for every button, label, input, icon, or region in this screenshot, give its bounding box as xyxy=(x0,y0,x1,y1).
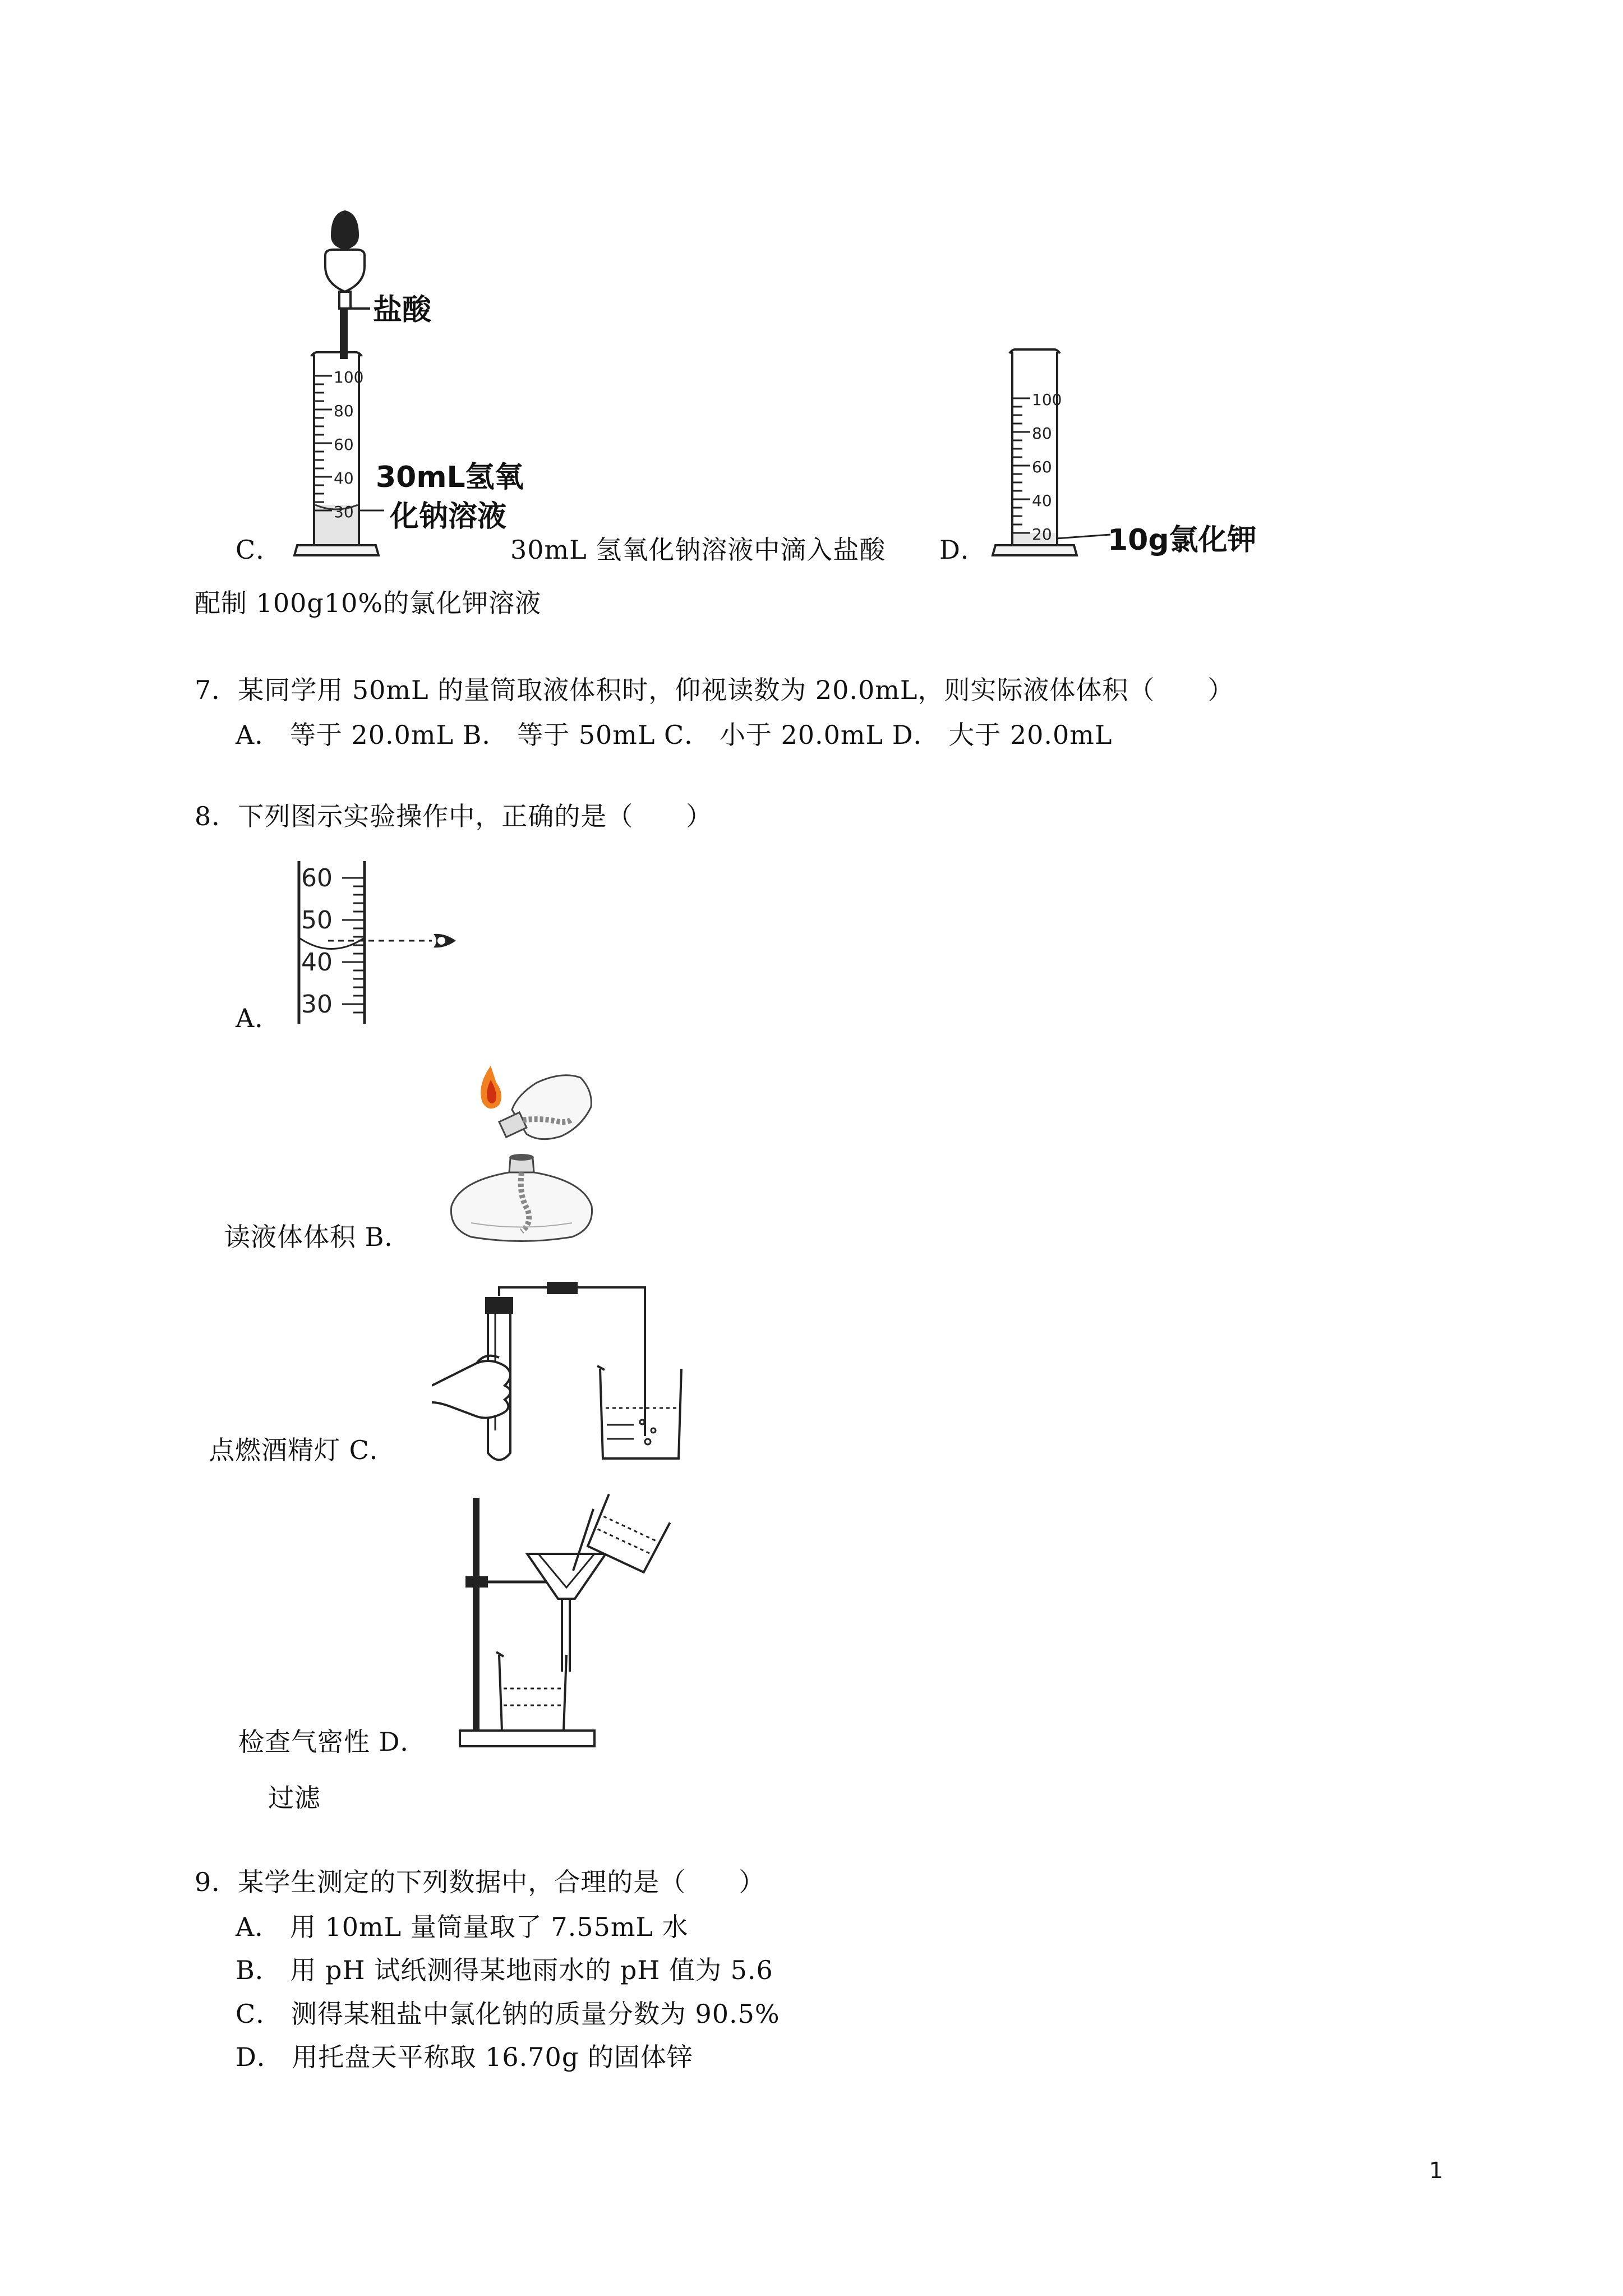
q7-options: A． 等于 20.0mL B． 等于 50mL C． 小于 20.0mL D． 大于 20.0mL xyxy=(236,720,1113,750)
q8-figure-d-filtration xyxy=(454,1492,690,1750)
q9-option-b: B． 用 pH 试纸测得某地雨水的 pH 值为 5.6 xyxy=(236,1955,773,1985)
q8-label-d: 检查气密性 D． xyxy=(238,1727,427,1757)
q6-option-c-caption: 30mL 氢氧化钠溶液中滴入盐酸 xyxy=(510,535,886,565)
q8-fig-a-tick-50: 50 xyxy=(301,906,333,935)
q8-fig-a-tick-60: 60 xyxy=(301,864,333,892)
figure-d-tick-80: 80 xyxy=(1032,424,1052,443)
figure-c-tick-60: 60 xyxy=(334,435,354,454)
q9-option-a: A． 用 10mL 量筒量取了 7.55mL 水 xyxy=(236,1912,689,1942)
q9-option-c: C． 测得某粗盐中氯化钠的质量分数为 90.5% xyxy=(236,1999,780,2029)
q8-figure-a-cylinder-reading xyxy=(294,855,474,1035)
figure-d-tick-60: 60 xyxy=(1032,458,1052,476)
q6-option-d-letter: D． xyxy=(939,535,987,565)
figure-c-tick-80: 80 xyxy=(334,402,354,420)
q8-fig-a-tick-40: 40 xyxy=(301,948,333,977)
q6-option-d-caption: 配制 100g10%的氯化钾溶液 xyxy=(195,588,542,618)
q7-stem: 7．某同学用 50mL 的量筒取液体积时，仰视读数为 20.0mL，则实际液体体积（ ） xyxy=(195,675,1234,705)
q8-figure-c-airtightness xyxy=(432,1273,695,1475)
q6-option-c-letter: C． xyxy=(236,535,283,565)
q8-stem: 8．下列图示实验操作中，正确的是（ ） xyxy=(195,801,713,831)
q9-stem: 9．某学生测定的下列数据中，合理的是（ ） xyxy=(195,1867,766,1897)
figure-d-cylinder xyxy=(984,345,1119,564)
q8-label-a: A． xyxy=(236,1003,282,1033)
q8-figure-b-alcohol-lamps xyxy=(437,1060,617,1251)
page-number: 1 xyxy=(1429,2158,1444,2184)
figure-c-tick-100: 100 xyxy=(334,368,364,386)
figure-c-tick-30: 30 xyxy=(334,503,354,521)
q8-fig-a-tick-30: 30 xyxy=(301,990,333,1019)
figure-c-dropper-label: 盐酸 xyxy=(373,293,432,327)
figure-d-tick-40: 40 xyxy=(1032,491,1052,510)
q8-caption-d: 过滤 xyxy=(268,1783,321,1813)
figure-d-tick-20: 20 xyxy=(1032,525,1052,544)
figure-d-solid-label: 10g氯化钾 xyxy=(1108,523,1257,557)
figure-c-solution-label-1: 30mL氢氧 xyxy=(376,461,524,494)
q8-label-b: 读液体体积 B． xyxy=(224,1222,411,1252)
figure-d-tick-100: 100 xyxy=(1032,390,1062,409)
figure-c-tick-40: 40 xyxy=(334,469,354,487)
q8-label-c: 点燃酒精灯 C． xyxy=(209,1435,396,1465)
q9-option-d: D． 用托盘天平称取 16.70g 的固体锌 xyxy=(236,2042,693,2072)
figure-c-solution-label-2: 化钠溶液 xyxy=(390,500,507,533)
